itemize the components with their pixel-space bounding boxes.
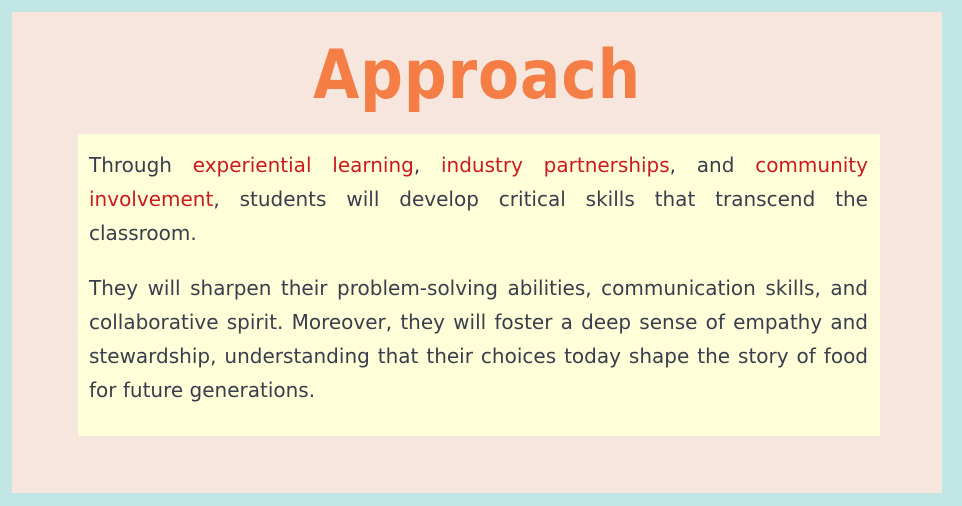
- slide-title: Approach: [312, 36, 642, 115]
- text-segment: , and: [669, 153, 756, 177]
- slide-panel: [12, 12, 942, 493]
- highlight-experiential-learning: experiential learning: [192, 153, 414, 177]
- text-segment: ,: [413, 153, 441, 177]
- highlight-community-involvement: community involvement: [89, 153, 868, 211]
- content-box: [78, 134, 880, 436]
- highlight-industry-partnerships: industry partnerships: [440, 153, 670, 177]
- text-segment: Through: [89, 153, 193, 177]
- paragraph-2: They will sharpen their problem-solving abilities, communication skills, and collaborative spirit. Moreover, they will foster a deep sense of empathy and stewardship, understanding that their choices today shape the story of food for future generations.: [89, 276, 868, 402]
- text-segment: , students will develop critical skills that transcend the classroom.: [89, 187, 868, 245]
- paragraph-1: [89, 148, 868, 250]
